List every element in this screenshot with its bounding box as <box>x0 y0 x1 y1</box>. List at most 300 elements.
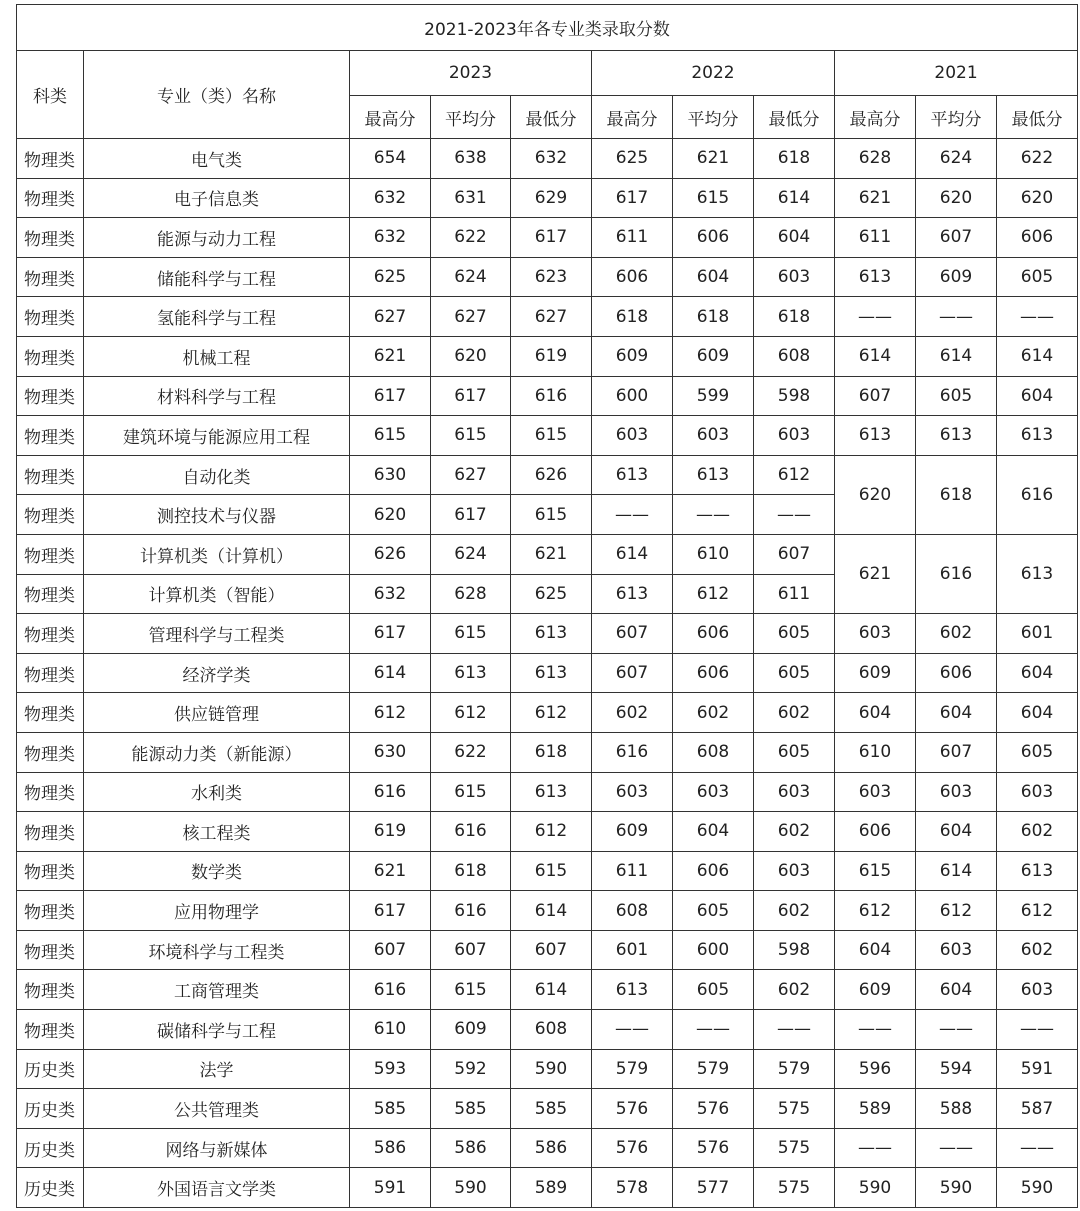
score-max-2022: 613 <box>592 970 673 1010</box>
score-max-2022: 609 <box>592 336 673 376</box>
score-min-2021: 620 <box>997 178 1078 218</box>
header-year-2023: 2023 <box>350 51 592 96</box>
score-min-2023: 632 <box>511 139 592 179</box>
score-min-2021: 603 <box>997 772 1078 812</box>
score-max-2022: 609 <box>592 812 673 852</box>
major-name-cell: 环境科学与工程类 <box>84 930 350 970</box>
header-max-2021: 最高分 <box>835 96 916 139</box>
score-min-2021: 603 <box>997 970 1078 1010</box>
header-major: 专业（类）名称 <box>84 51 350 139</box>
major-name-cell: 供应链管理 <box>84 693 350 733</box>
table-row <box>17 376 1078 416</box>
score-avg-2021: 605 <box>916 376 997 416</box>
header-category: 科类 <box>17 51 84 139</box>
category-cell: 物理类 <box>17 732 84 772</box>
table-row <box>17 1168 1078 1208</box>
score-avg-2021: 607 <box>916 732 997 772</box>
score-min-2022: —— <box>754 495 835 535</box>
category-cell: 物理类 <box>17 534 84 574</box>
score-max-2023: 630 <box>350 732 431 772</box>
score-avg-2022: 576 <box>673 1089 754 1129</box>
score-min-2023: 613 <box>511 772 592 812</box>
score-avg-2023: 615 <box>431 970 511 1010</box>
score-max-2022: 625 <box>592 139 673 179</box>
score-min-2023: 623 <box>511 257 592 297</box>
score-avg-2021: 620 <box>916 178 997 218</box>
major-name-cell: 数学类 <box>84 851 350 891</box>
score-min-2022: 605 <box>754 732 835 772</box>
score-max-2022: —— <box>592 1010 673 1050</box>
score-avg-2021: —— <box>916 297 997 337</box>
major-name-cell: 储能科学与工程 <box>84 257 350 297</box>
score-min-2021: —— <box>997 297 1078 337</box>
score-min-2021: 605 <box>997 732 1078 772</box>
score-min-2023: 613 <box>511 653 592 693</box>
score-avg-2022: 605 <box>673 891 754 931</box>
score-min-2022: 605 <box>754 614 835 654</box>
score-avg-2023: 607 <box>431 930 511 970</box>
score-avg-2022: 599 <box>673 376 754 416</box>
score-min-2022: 575 <box>754 1128 835 1168</box>
score-avg-2021: 609 <box>916 257 997 297</box>
score-min-2022: 598 <box>754 930 835 970</box>
table-row <box>17 1010 1078 1050</box>
major-name-cell: 材料科学与工程 <box>84 376 350 416</box>
score-avg-2023: 613 <box>431 653 511 693</box>
score-max-2022: 576 <box>592 1089 673 1129</box>
major-name-cell: 碳储科学与工程 <box>84 1010 350 1050</box>
score-max-2022: 611 <box>592 851 673 891</box>
category-cell: 物理类 <box>17 297 84 337</box>
score-avg-2021: 612 <box>916 891 997 931</box>
score-min-2021: 587 <box>997 1089 1078 1129</box>
score-min-2023: 612 <box>511 693 592 733</box>
score-min-2023: 629 <box>511 178 592 218</box>
header-min-2021: 最低分 <box>997 96 1078 139</box>
score-min-2023: 615 <box>511 851 592 891</box>
score-avg-2023: 615 <box>431 614 511 654</box>
header-max-2023: 最高分 <box>350 96 431 139</box>
score-max-2023: 617 <box>350 891 431 931</box>
category-cell: 物理类 <box>17 574 84 614</box>
major-name-cell: 管理科学与工程类 <box>84 614 350 654</box>
score-max-2021: 609 <box>835 970 916 1010</box>
score-min-2023: 619 <box>511 336 592 376</box>
category-cell: 物理类 <box>17 614 84 654</box>
score-max-2022: 579 <box>592 1049 673 1089</box>
score-max-2021: 613 <box>835 257 916 297</box>
score-min-2021: 622 <box>997 139 1078 179</box>
score-avg-2021: 590 <box>916 1168 997 1208</box>
score-avg-2022: 609 <box>673 336 754 376</box>
score-avg-2021: 624 <box>916 139 997 179</box>
score-avg-2021: 616 <box>916 534 997 613</box>
score-max-2022: 611 <box>592 218 673 258</box>
category-cell: 物理类 <box>17 455 84 495</box>
major-name-cell: 电气类 <box>84 139 350 179</box>
score-avg-2021: 603 <box>916 772 997 812</box>
category-cell: 物理类 <box>17 970 84 1010</box>
major-name-cell: 工商管理类 <box>84 970 350 1010</box>
score-max-2023: 632 <box>350 574 431 614</box>
table-row <box>17 653 1078 693</box>
score-max-2023: 619 <box>350 812 431 852</box>
score-max-2022: 613 <box>592 455 673 495</box>
score-min-2022: 598 <box>754 376 835 416</box>
score-min-2021: 605 <box>997 257 1078 297</box>
score-max-2021: 613 <box>835 416 916 456</box>
score-max-2023: 632 <box>350 218 431 258</box>
table-row <box>17 772 1078 812</box>
score-min-2023: 585 <box>511 1089 592 1129</box>
score-max-2023: 621 <box>350 851 431 891</box>
table-body <box>17 139 1078 1208</box>
major-name-cell: 应用物理学 <box>84 891 350 931</box>
score-min-2023: 612 <box>511 812 592 852</box>
category-cell: 物理类 <box>17 336 84 376</box>
score-min-2022: 618 <box>754 139 835 179</box>
score-min-2021: 614 <box>997 336 1078 376</box>
score-avg-2022: 577 <box>673 1168 754 1208</box>
score-min-2022: 602 <box>754 891 835 931</box>
score-max-2021: 612 <box>835 891 916 931</box>
category-cell: 物理类 <box>17 851 84 891</box>
score-max-2023: 615 <box>350 416 431 456</box>
table-row <box>17 455 1078 495</box>
score-max-2021: 628 <box>835 139 916 179</box>
table-row <box>17 534 1078 574</box>
category-cell: 物理类 <box>17 257 84 297</box>
score-min-2022: 603 <box>754 772 835 812</box>
score-min-2021: —— <box>997 1010 1078 1050</box>
score-min-2023: 613 <box>511 614 592 654</box>
category-cell: 物理类 <box>17 1010 84 1050</box>
score-min-2021: 604 <box>997 376 1078 416</box>
category-cell: 物理类 <box>17 139 84 179</box>
table-row <box>17 614 1078 654</box>
category-cell: 物理类 <box>17 178 84 218</box>
score-max-2022: 578 <box>592 1168 673 1208</box>
table-row <box>17 1128 1078 1168</box>
score-min-2022: 607 <box>754 534 835 574</box>
major-name-cell: 氢能科学与工程 <box>84 297 350 337</box>
score-min-2022: 605 <box>754 653 835 693</box>
score-max-2022: 613 <box>592 574 673 614</box>
score-avg-2021: 606 <box>916 653 997 693</box>
score-max-2022: 616 <box>592 732 673 772</box>
score-max-2023: 593 <box>350 1049 431 1089</box>
score-max-2021: 590 <box>835 1168 916 1208</box>
score-min-2021: 591 <box>997 1049 1078 1089</box>
score-max-2023: 632 <box>350 178 431 218</box>
score-avg-2021: 588 <box>916 1089 997 1129</box>
table-row <box>17 297 1078 337</box>
score-min-2023: 589 <box>511 1168 592 1208</box>
score-avg-2023: 617 <box>431 376 511 416</box>
score-avg-2022: 612 <box>673 574 754 614</box>
score-min-2022: 579 <box>754 1049 835 1089</box>
score-avg-2021: —— <box>916 1010 997 1050</box>
score-avg-2023: 631 <box>431 178 511 218</box>
score-max-2021: 621 <box>835 178 916 218</box>
score-avg-2023: 624 <box>431 257 511 297</box>
score-avg-2023: 586 <box>431 1128 511 1168</box>
score-avg-2022: —— <box>673 495 754 535</box>
score-max-2021: —— <box>835 297 916 337</box>
score-avg-2022: 606 <box>673 851 754 891</box>
score-min-2021: 602 <box>997 812 1078 852</box>
score-max-2021: 604 <box>835 693 916 733</box>
score-avg-2022: —— <box>673 1010 754 1050</box>
score-min-2021: 613 <box>997 534 1078 613</box>
category-cell: 物理类 <box>17 772 84 812</box>
score-avg-2021: 607 <box>916 218 997 258</box>
score-avg-2022: 621 <box>673 139 754 179</box>
score-min-2023: 617 <box>511 218 592 258</box>
score-max-2022: 607 <box>592 614 673 654</box>
score-min-2022: —— <box>754 1010 835 1050</box>
category-cell: 历史类 <box>17 1089 84 1129</box>
score-min-2023: 626 <box>511 455 592 495</box>
score-max-2023: 626 <box>350 534 431 574</box>
score-avg-2022: 618 <box>673 297 754 337</box>
major-name-cell: 能源与动力工程 <box>84 218 350 258</box>
major-name-cell: 法学 <box>84 1049 350 1089</box>
major-name-cell: 建筑环境与能源应用工程 <box>84 416 350 456</box>
score-min-2022: 611 <box>754 574 835 614</box>
category-cell: 物理类 <box>17 376 84 416</box>
header-min-2023: 最低分 <box>511 96 592 139</box>
table-row <box>17 970 1078 1010</box>
score-max-2022: 618 <box>592 297 673 337</box>
admission-score-table <box>16 4 1078 1208</box>
score-avg-2021: 614 <box>916 851 997 891</box>
major-name-cell: 计算机类（计算机） <box>84 534 350 574</box>
score-min-2023: 608 <box>511 1010 592 1050</box>
score-min-2023: 618 <box>511 732 592 772</box>
major-name-cell: 能源动力类（新能源） <box>84 732 350 772</box>
score-avg-2021: 604 <box>916 970 997 1010</box>
score-min-2021: 613 <box>997 851 1078 891</box>
header-avg-2021: 平均分 <box>916 96 997 139</box>
table-row <box>17 732 1078 772</box>
score-min-2022: 603 <box>754 257 835 297</box>
table-row <box>17 812 1078 852</box>
score-max-2023: 586 <box>350 1128 431 1168</box>
major-name-cell: 测控技术与仪器 <box>84 495 350 535</box>
score-avg-2022: 600 <box>673 930 754 970</box>
score-min-2023: 616 <box>511 376 592 416</box>
score-max-2023: 617 <box>350 376 431 416</box>
score-avg-2023: 627 <box>431 297 511 337</box>
score-max-2022: 607 <box>592 653 673 693</box>
score-max-2021: 611 <box>835 218 916 258</box>
score-min-2021: 604 <box>997 653 1078 693</box>
score-min-2022: 612 <box>754 455 835 495</box>
major-name-cell: 公共管理类 <box>84 1089 350 1129</box>
header-year-2021: 2021 <box>835 51 1078 96</box>
score-avg-2023: 612 <box>431 693 511 733</box>
category-cell: 物理类 <box>17 653 84 693</box>
category-cell: 物理类 <box>17 416 84 456</box>
score-avg-2023: 615 <box>431 416 511 456</box>
score-min-2023: 627 <box>511 297 592 337</box>
category-cell: 历史类 <box>17 1049 84 1089</box>
score-avg-2022: 579 <box>673 1049 754 1089</box>
score-avg-2022: 606 <box>673 614 754 654</box>
score-avg-2023: 627 <box>431 455 511 495</box>
score-avg-2021: 602 <box>916 614 997 654</box>
major-name-cell: 机械工程 <box>84 336 350 376</box>
score-max-2021: —— <box>835 1128 916 1168</box>
score-avg-2023: 616 <box>431 812 511 852</box>
score-avg-2022: 606 <box>673 653 754 693</box>
score-avg-2023: 592 <box>431 1049 511 1089</box>
score-avg-2021: 613 <box>916 416 997 456</box>
major-name-cell: 网络与新媒体 <box>84 1128 350 1168</box>
score-avg-2023: 616 <box>431 891 511 931</box>
score-avg-2023: 609 <box>431 1010 511 1050</box>
score-max-2023: 630 <box>350 455 431 495</box>
score-min-2021: 613 <box>997 416 1078 456</box>
category-cell: 历史类 <box>17 1128 84 1168</box>
score-min-2022: 603 <box>754 851 835 891</box>
score-avg-2021: 604 <box>916 693 997 733</box>
score-max-2023: 620 <box>350 495 431 535</box>
score-avg-2022: 602 <box>673 693 754 733</box>
score-avg-2023: 590 <box>431 1168 511 1208</box>
score-min-2023: 625 <box>511 574 592 614</box>
score-avg-2021: 614 <box>916 336 997 376</box>
score-min-2022: 575 <box>754 1168 835 1208</box>
score-avg-2023: 622 <box>431 732 511 772</box>
score-max-2023: 625 <box>350 257 431 297</box>
table-row <box>17 930 1078 970</box>
score-min-2022: 575 <box>754 1089 835 1129</box>
major-name-cell: 电子信息类 <box>84 178 350 218</box>
score-avg-2023: 622 <box>431 218 511 258</box>
score-max-2022: 600 <box>592 376 673 416</box>
score-min-2021: —— <box>997 1128 1078 1168</box>
category-cell: 物理类 <box>17 693 84 733</box>
score-min-2023: 586 <box>511 1128 592 1168</box>
score-max-2023: 612 <box>350 693 431 733</box>
score-max-2021: 603 <box>835 614 916 654</box>
table-row <box>17 178 1078 218</box>
score-avg-2022: 613 <box>673 455 754 495</box>
score-avg-2022: 604 <box>673 812 754 852</box>
score-max-2022: 608 <box>592 891 673 931</box>
table-row <box>17 693 1078 733</box>
score-min-2021: 601 <box>997 614 1078 654</box>
score-min-2022: 618 <box>754 297 835 337</box>
score-avg-2021: 603 <box>916 930 997 970</box>
score-max-2023: 616 <box>350 970 431 1010</box>
category-cell: 物理类 <box>17 930 84 970</box>
table-row <box>17 851 1078 891</box>
score-max-2021: 607 <box>835 376 916 416</box>
score-max-2023: 607 <box>350 930 431 970</box>
score-min-2022: 614 <box>754 178 835 218</box>
score-min-2023: 607 <box>511 930 592 970</box>
score-min-2023: 590 <box>511 1049 592 1089</box>
score-max-2021: 604 <box>835 930 916 970</box>
score-avg-2022: 615 <box>673 178 754 218</box>
score-avg-2022: 603 <box>673 772 754 812</box>
score-min-2021: 616 <box>997 455 1078 534</box>
score-avg-2021: 594 <box>916 1049 997 1089</box>
score-table-container <box>16 4 1077 1208</box>
score-avg-2023: 615 <box>431 772 511 812</box>
score-avg-2023: 628 <box>431 574 511 614</box>
score-min-2022: 602 <box>754 970 835 1010</box>
header-min-2022: 最低分 <box>754 96 835 139</box>
category-cell: 物理类 <box>17 891 84 931</box>
score-min-2021: 606 <box>997 218 1078 258</box>
score-max-2023: 614 <box>350 653 431 693</box>
major-name-cell: 水利类 <box>84 772 350 812</box>
score-max-2022: 606 <box>592 257 673 297</box>
score-max-2021: 621 <box>835 534 916 613</box>
score-min-2023: 615 <box>511 495 592 535</box>
score-min-2023: 614 <box>511 970 592 1010</box>
table-row <box>17 1089 1078 1129</box>
score-max-2022: 603 <box>592 416 673 456</box>
score-avg-2022: 576 <box>673 1128 754 1168</box>
score-min-2022: 604 <box>754 218 835 258</box>
major-name-cell: 经济学类 <box>84 653 350 693</box>
score-max-2023: 591 <box>350 1168 431 1208</box>
score-avg-2023: 624 <box>431 534 511 574</box>
table-row <box>17 416 1078 456</box>
score-max-2023: 610 <box>350 1010 431 1050</box>
score-max-2021: 596 <box>835 1049 916 1089</box>
header-max-2022: 最高分 <box>592 96 673 139</box>
score-avg-2023: 638 <box>431 139 511 179</box>
score-max-2021: 589 <box>835 1089 916 1129</box>
score-max-2023: 585 <box>350 1089 431 1129</box>
header-year-2022: 2022 <box>592 51 835 96</box>
score-max-2021: 614 <box>835 336 916 376</box>
score-min-2022: 602 <box>754 812 835 852</box>
major-name-cell: 自动化类 <box>84 455 350 495</box>
score-min-2023: 614 <box>511 891 592 931</box>
score-avg-2023: 617 <box>431 495 511 535</box>
score-max-2021: 615 <box>835 851 916 891</box>
score-max-2023: 617 <box>350 614 431 654</box>
score-min-2023: 615 <box>511 416 592 456</box>
score-avg-2023: 620 <box>431 336 511 376</box>
score-min-2022: 608 <box>754 336 835 376</box>
score-max-2022: 617 <box>592 178 673 218</box>
score-max-2022: 614 <box>592 534 673 574</box>
score-min-2022: 602 <box>754 693 835 733</box>
score-min-2023: 621 <box>511 534 592 574</box>
table-row <box>17 139 1078 179</box>
category-cell: 物理类 <box>17 495 84 535</box>
score-max-2023: 621 <box>350 336 431 376</box>
header-avg-2023: 平均分 <box>431 96 511 139</box>
score-max-2021: 606 <box>835 812 916 852</box>
score-min-2021: 604 <box>997 693 1078 733</box>
score-avg-2021: 604 <box>916 812 997 852</box>
major-name-cell: 计算机类（智能） <box>84 574 350 614</box>
score-avg-2022: 603 <box>673 416 754 456</box>
score-min-2021: 590 <box>997 1168 1078 1208</box>
score-min-2021: 612 <box>997 891 1078 931</box>
score-max-2022: 601 <box>592 930 673 970</box>
score-max-2022: 602 <box>592 693 673 733</box>
